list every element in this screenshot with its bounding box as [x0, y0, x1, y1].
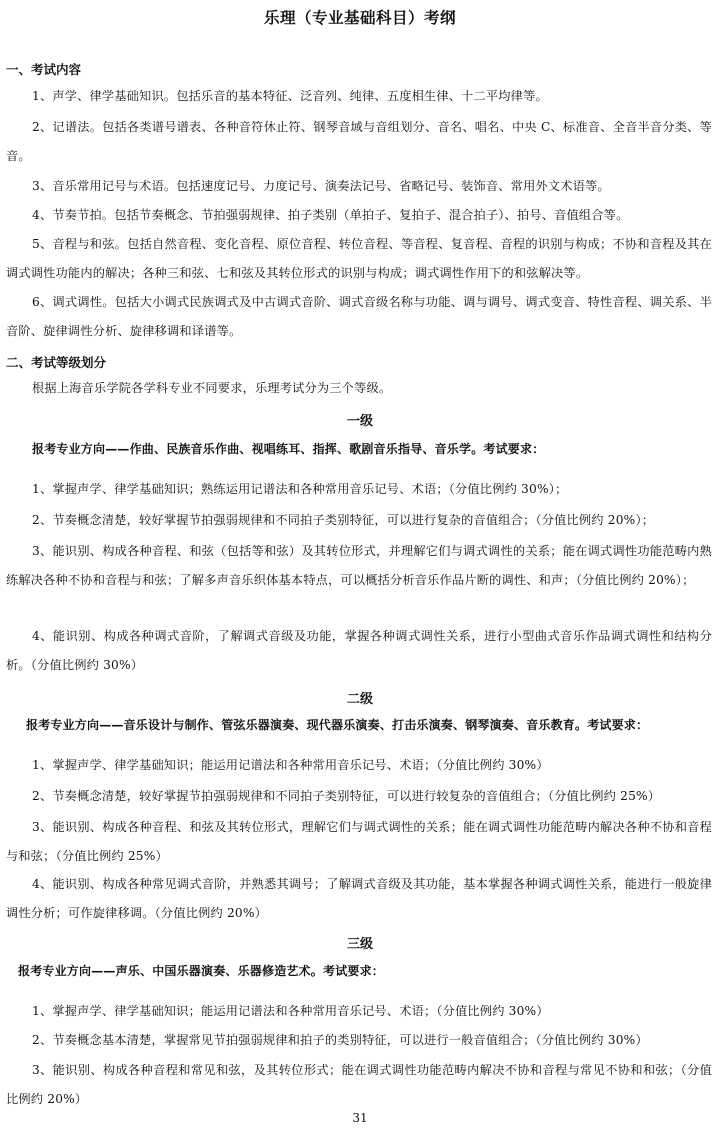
- level-two-item-3: 3、能识别、构成各种音程、和弦及其转位形式，理解它们与调式调性的关系；能在调式调性功能范畴内解决各种不协和音程与和弦；（分值比例约 25%）: [6, 820, 712, 863]
- level-three-item-2: 2、节奏概念基本清楚，掌握常见节拍强弱规律和拍子的类别特征，可以进行一般音值组合；（分值比例约 30%）: [32, 1033, 648, 1047]
- level-two-title: 二级: [346, 692, 373, 707]
- level-two-item-1: 1、掌握声学、律学基础知识；能运用记谱法和各种常用音乐记号、术语；（分值比例约 30%）: [32, 758, 549, 772]
- page-title: 乐理（专业基础科目）考纲: [263, 9, 456, 27]
- level-one-item-1: 1、掌握声学、律学基础知识；熟练运用记谱法和各种常用音乐记号、术语；（分值比例约 30%）；: [32, 482, 568, 496]
- level-three-title: 三级: [346, 937, 373, 952]
- level-two-item-2: 2、节奏概念清楚，较好掌握节拍强弱规律和不同拍子类别特征，可以进行较复杂的音值组合；（分值比例约 25%）: [32, 789, 661, 803]
- level-three-item-3: 3、能识别、构成各种音程和常见和弦，及其转位形式；能在调式调性功能范畴内解决不协和音程与常见不协和和弦；（分值比例约 20%）: [6, 1063, 712, 1106]
- level-three-direction: 报考专业方向——声乐、中国乐器演奏、乐器修造艺术。考试要求：: [18, 964, 385, 978]
- level-one-item-3: 3、能识别、构成各种音程、和弦（包括等和弦）及其转位形式，并理解它们与调式调性的关系；能在调式调性功能范畴内熟练解决各种不协和音程与和弦；了解多声音乐织体基本特点，可以概括分析音乐作品片断的调性、和声；（分值比例约 20%）；: [6, 544, 712, 587]
- content-item-1: 1、声学、律学基础知识。包括乐音的基本特征、泛音列、纯律、五度相生律、十二平均律等。: [32, 89, 548, 103]
- level-two-item-4: 4、能识别、构成各种常见调式音阶，并熟悉其调号；了解调式音级及其功能，基本掌握各种调式调性关系，能进行一般旋律调性分析；可作旋律移调。（分值比例约 20%）: [6, 877, 712, 920]
- section-heading-content: 一、考试内容: [6, 62, 82, 77]
- page-number: 31: [352, 1111, 368, 1125]
- level-one-direction: 报考专业方向——作曲、民族音乐作曲、视唱练耳、指挥、歌剧音乐指导、音乐学。考试要求：: [32, 442, 545, 456]
- content-item-2: 2、记谱法。包括各类谱号谱表、各种音符休止符、钢琴音域与音组划分、音名、唱名、中央 C、标准音、全音半音分类、等音。: [6, 120, 712, 163]
- level-one-item-2: 2、节奏概念清楚，较好掌握节拍强弱规律和不同拍子类别特征，可以进行复杂的音值组合；（分值比例约 20%）；: [32, 513, 655, 527]
- level-one-title: 一级: [346, 414, 373, 429]
- level-two-direction: 报考专业方向——音乐设计与制作、管弦乐器演奏、现代器乐演奏、打击乐演奏、钢琴演奏、音乐教育。考试要求：: [26, 718, 649, 732]
- level-one-item-4: 4、能识别、构成各种调式音阶，了解调式音级及功能，掌握各种调式调性关系，进行小型曲式音乐作品调式调性和结构分析。（分值比例约 30%）: [6, 629, 712, 672]
- content-item-5: 5、音程与和弦。包括自然音程、变化音程、原位音程、转位音程、等音程、复音程、音程的识别与构成；不协和音程及其在调式调性功能内的解决；各种三和弦、七和弦及其转位形式的识别与构成；调式调性作用下的和弦解决等。: [6, 237, 712, 280]
- content-item-3: 3、音乐常用记号与术语。包括速度记号、力度记号、演奏法记号、省略记号、装饰音、常用外文术语等。: [32, 179, 610, 193]
- content-item-4: 4、节奏节拍。包括节奏概念、节拍强弱规律、拍子类别（单拍子、复拍子、混合拍子）、拍号、音值组合等。: [32, 208, 629, 222]
- content-item-6: 6、调式调性。包括大小调式民族调式及中古调式音阶、调式音级名称与功能、调与调号、调式变音、特性音程、调关系、半音阶、旋律调性分析、旋律移调和译谱等。: [6, 295, 712, 338]
- section-heading-levels: 二、考试等级划分: [6, 355, 107, 370]
- level-three-item-1: 1、掌握声学、律学基础知识；能运用记谱法和各种常用音乐记号、术语；（分值比例约 30%）: [32, 1004, 549, 1018]
- levels-intro: 根据上海音乐学院各学科专业不同要求，乐理考试分为三个等级。: [32, 381, 392, 395]
